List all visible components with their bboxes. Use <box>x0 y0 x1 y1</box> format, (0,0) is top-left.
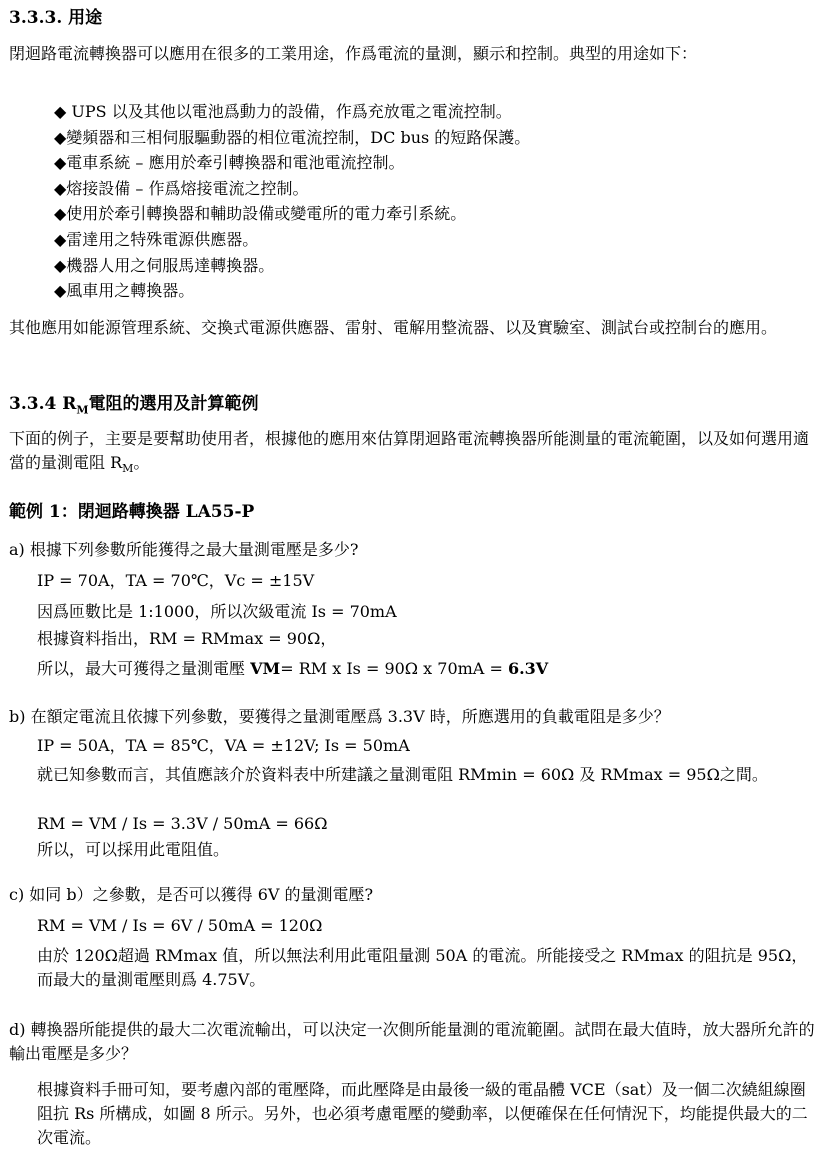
question-a: a) 根據下列參數所能獲得之最大量測電壓是多少? <box>9 540 359 559</box>
b-conclusion: 所以，可以採用此電阻值。 <box>37 840 230 859</box>
a-result <box>37 657 548 681</box>
list-item: ◆雷達用之特殊電源供應器。 <box>54 229 259 249</box>
a-result-vm: VM <box>250 659 281 678</box>
list-item: ◆熔接設備 – 作爲熔接電流之控制。 <box>54 178 309 198</box>
question-c: c) 如同 b）之參數，是否可以獲得 6V 的量測電壓? <box>9 885 374 904</box>
c-conclusion: 由於 120Ω超過 RMmax 值，所以無法利用此電阻量測 50A 的電流。所能接受之 RMmax 的阻抗是 95Ω，而最大的量測電壓則爲 4.75V。 <box>37 946 808 989</box>
c-calc: RM = VM / Is = 6V / 50mA = 120Ω <box>37 916 323 935</box>
list-item: ◆風車用之轉換器。 <box>54 281 195 301</box>
heading-subscript: M <box>76 403 89 417</box>
list-item: ◆ UPS 以及其他以電池爲動力的設備，作爲充放電之電流控制。 <box>54 102 512 121</box>
a-result-formula: = RM x Is = 90Ω x 70mA = <box>280 659 508 678</box>
section-333-closing: 其他應用如能源管理系統、交換式電源供應器、雷射、電解用整流器、以及實驗室、測試台或控制台的應用。 <box>9 318 778 337</box>
b-calc: RM = VM / Is = 3.3V / 50mA = 66Ω <box>37 814 328 833</box>
a-turns-ratio: 因爲匝數比是 1:1000，所以次級電流 Is = 70mA <box>37 602 397 621</box>
section-333-intro: 閉迴路電流轉換器可以應用在很多的工業用途，作爲電流的量測，顯示和控制。典型的用途如下： <box>9 44 698 63</box>
application-list <box>54 100 530 305</box>
section-heading-333: 3.3.3. 用途 <box>9 8 103 28</box>
intro-subscript: M <box>122 462 134 476</box>
b-range: 就已知參數而言，其值應該介於資料表中所建議之量測電阻 RMmin = 60Ω 及 RMmax = 95Ω之間。 <box>37 765 768 784</box>
list-item: ◆變頻器和三相伺服驅動器的相位電流控制，DC bus 的短路保護。 <box>54 127 531 147</box>
heading-rest: 電阻的選用及計算範例 <box>88 394 259 414</box>
a-result-value: 6.3V <box>507 659 549 678</box>
list-item: ◆電車系統 – 應用於牽引轉換器和電池電流控制。 <box>54 153 405 173</box>
section-heading-334 <box>9 392 259 416</box>
question-d: d) 轉換器所能提供的最大二次電流輸出，可以決定一次側所能量測的電流範圍。試問在最大值時，放大器所允許的輸出電壓是多少？ <box>9 1020 815 1063</box>
question-b: b) 在額定電流且依據下列參數，要獲得之量測電壓爲 3.3V 時，所應選用的負載電阻是多少？ <box>9 707 670 726</box>
a-params: IP = 70A，TA = 70℃，Vc = ±15V <box>37 571 315 590</box>
a-result-text: 所以，最大可獲得之量測電壓 <box>37 659 251 678</box>
b-params: IP = 50A，TA = 85℃，VA = ±12V; Is = 50mA <box>37 736 410 755</box>
list-item: ◆使用於牽引轉換器和輔助設備或變電所的電力牽引系統。 <box>54 204 467 224</box>
intro-text: 下面的例子，主要是要幫助使用者，根據他的應用來估算閉迴路電流轉換器所能測量的電流範圍，以及如何選用適當的量測電阻 R <box>9 429 810 472</box>
intro-end: 。 <box>133 453 150 472</box>
a-resistor: 根據資料指出，RM = RMmax = 90Ω， <box>37 629 337 648</box>
section-334-intro <box>9 427 815 475</box>
example-heading: 範例 1：閉迴路轉換器 LA55-P <box>9 502 255 522</box>
list-item: ◆機器人用之伺服馬達轉換器。 <box>54 255 275 275</box>
heading-prefix: 3.3.4 R <box>9 394 77 414</box>
d-explanation: 根據資料手冊可知，要考慮內部的電壓降，而此壓降是由最後一級的電晶體 VCE（sat）及一個二次繞組線圈阻抗 Rs 所構成，如圖 8 所示。另外，也必須考慮電壓的變動率，以便確保在任何情況下，均能提供最大的二次電流。 <box>37 1080 808 1147</box>
